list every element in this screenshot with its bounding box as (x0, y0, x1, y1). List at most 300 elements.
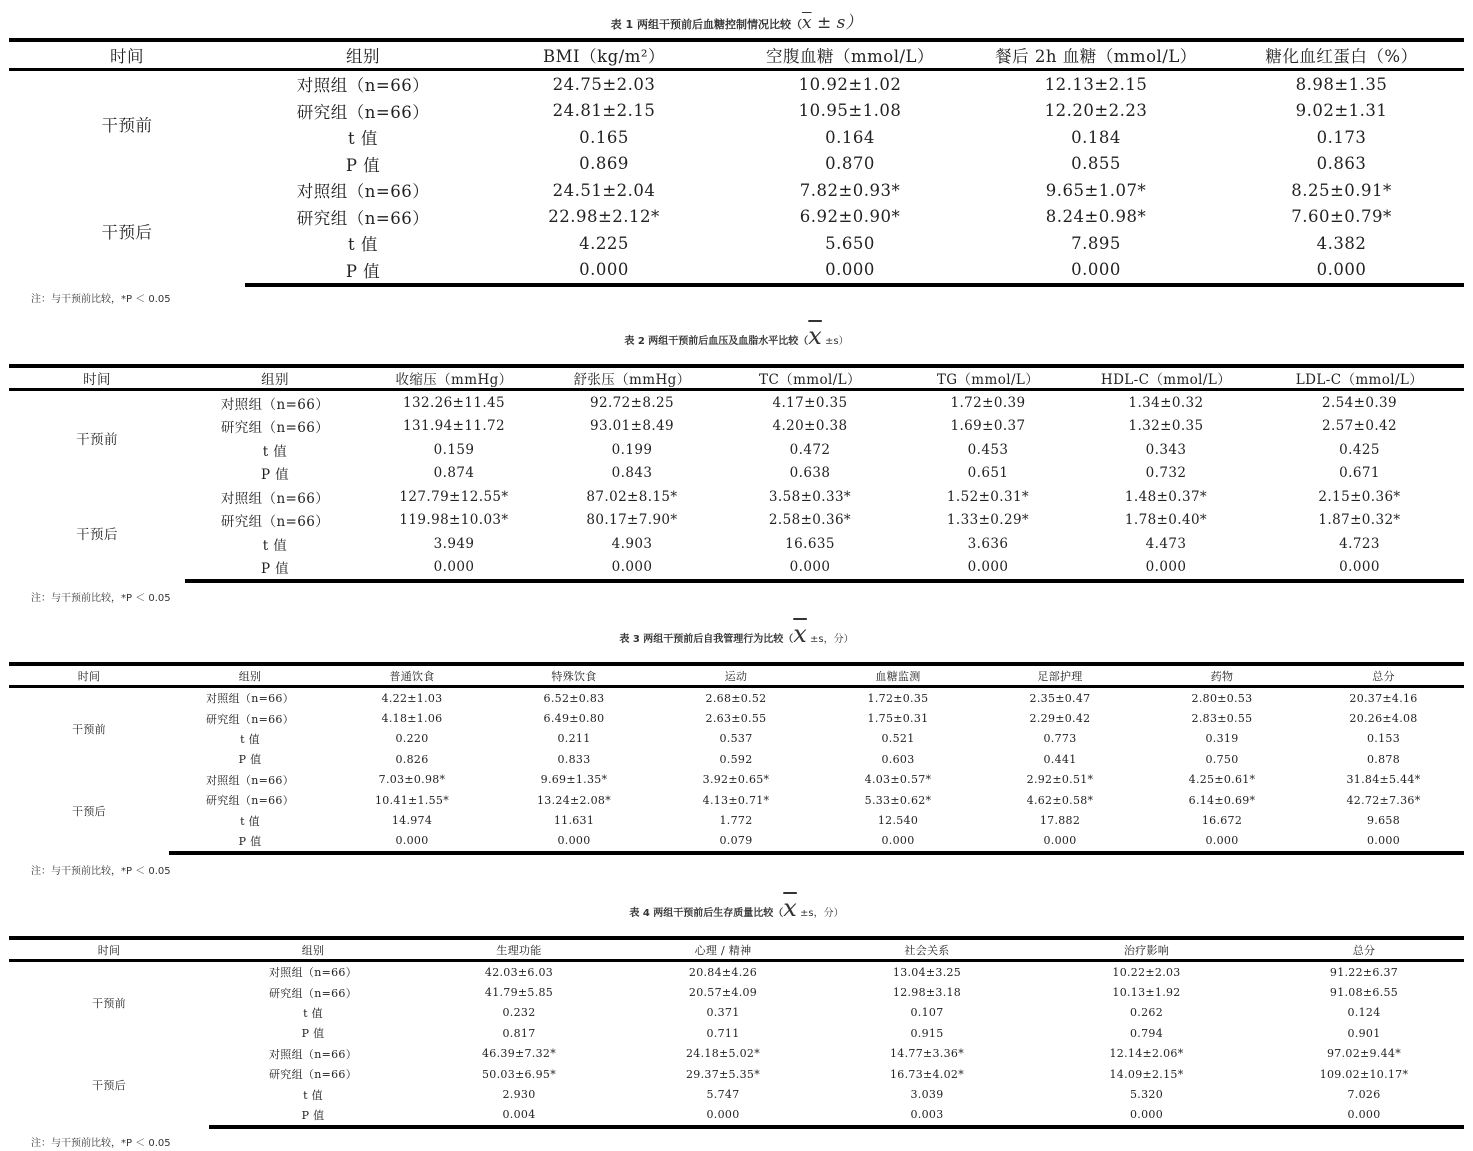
value-cell: 13.04±3.25 (892, 965, 962, 979)
value-cell: 91.22±6.37 (1329, 965, 1399, 979)
table-row (9, 1003, 1464, 1023)
column-header: 社会关系 (825, 938, 1029, 961)
table-row (9, 1084, 1464, 1104)
column-header: 组别 (245, 40, 481, 70)
value-cell: 20.26±4.08 (1349, 712, 1418, 726)
table-note: 注：与干预前比较，*P ＜ 0.05 (31, 1138, 171, 1149)
value-cell: 109.02±10.17* (1319, 1067, 1409, 1081)
table-row (9, 687, 1464, 709)
value-cell: 12.20±2.23 (1044, 101, 1148, 121)
value-cell: 29.37±5.35* (686, 1067, 760, 1081)
value-cell: 0.874 (433, 465, 475, 482)
group-cell: 研究组（n=66） (220, 420, 330, 437)
value-cell: 0.164 (825, 127, 875, 147)
value-cell: 0.000 (899, 556, 1077, 582)
column-header: TG（mmol/L） (899, 366, 1077, 390)
value-cell: 92.72±8.25 (589, 394, 675, 411)
value-cell: 7.026 (1347, 1088, 1381, 1102)
value-cell: 0.901 (1347, 1026, 1381, 1040)
value-cell: 24.51±2.04 (552, 180, 656, 200)
value-cell: 0.000 (1255, 556, 1464, 582)
value-cell: 91.08±6.55 (1329, 986, 1399, 1000)
value-cell: 0.000 (1077, 556, 1255, 582)
value-cell: 0.750 (1205, 752, 1239, 766)
group-cell: P 值 (301, 1027, 325, 1041)
table-row (9, 177, 1464, 204)
value-cell: 1.34±0.32 (1128, 394, 1204, 411)
value-cell: 0.773 (1043, 732, 1077, 746)
value-cell: 4.13±0.71* (702, 793, 770, 807)
column-header: 足部护理 (979, 664, 1141, 687)
column-header: 时间 (9, 664, 169, 687)
value-cell: 3.636 (967, 535, 1009, 552)
value-cell: 12.98±3.18 (892, 986, 962, 1000)
value-cell: 0.173 (1316, 127, 1367, 147)
value-cell: 5.650 (825, 233, 875, 253)
table-caption (0, 322, 1473, 350)
value-cell: 10.95±1.08 (798, 101, 902, 121)
caption-text: 表 3 两组干预前后自我管理行为比较（ (619, 634, 794, 645)
column-header: 组别 (169, 664, 331, 687)
period-cell: 干预前 (72, 722, 106, 736)
data-table (9, 662, 1464, 855)
value-cell: 0.843 (611, 465, 653, 482)
value-cell: 80.17±7.90* (586, 512, 678, 529)
value-cell: 0.000 (543, 556, 721, 582)
table-note: 注：与干预前比较，*P ＜ 0.05 (31, 294, 171, 305)
value-cell: 2.54±0.39 (1321, 394, 1398, 411)
group-cell: P 值 (345, 155, 381, 175)
group-cell: 对照组（n=66） (296, 76, 430, 96)
mean-symbol: $\overline{x}$ (801, 13, 812, 33)
value-cell: 5.33±0.62* (864, 793, 932, 807)
period-cell: 干预后 (101, 223, 153, 242)
table-row (9, 1064, 1464, 1084)
value-cell: 93.01±8.49 (589, 418, 675, 435)
group-cell: 对照组（n=66） (220, 396, 330, 413)
value-cell: 46.39±7.32* (482, 1047, 556, 1061)
value-cell: 131.94±11.72 (403, 418, 505, 435)
value-cell: 8.25±0.91* (1291, 180, 1392, 200)
group-cell: 对照组（n=66） (269, 966, 357, 980)
value-cell: 9.65±1.07* (1045, 180, 1147, 200)
value-cell: 9.02±1.31 (1295, 101, 1388, 121)
table-row (9, 532, 1464, 556)
value-cell: 2.57±0.42 (1321, 418, 1398, 435)
value-cell: 2.15±0.36* (1318, 488, 1401, 505)
value-cell: 1.69±0.37 (950, 418, 1026, 435)
caption-text: 表 4 两组干预前后生存质量比较（ (629, 908, 784, 919)
value-cell: 0.855 (1071, 154, 1121, 174)
value-cell: 0.000 (1029, 1105, 1264, 1127)
value-cell: 20.37±4.16 (1349, 691, 1418, 705)
value-cell: 2.63±0.55 (705, 712, 767, 726)
value-cell: 2.29±0.42 (1029, 712, 1091, 726)
value-cell: 2.35±0.47 (1029, 691, 1091, 705)
value-cell: 0.870 (825, 154, 875, 174)
header-row (9, 40, 1464, 70)
value-cell: 1.52±0.31* (946, 488, 1030, 505)
value-cell: 0.000 (621, 1105, 825, 1127)
value-cell: 0.000 (493, 831, 655, 853)
column-header: TC（mmol/L） (721, 366, 899, 390)
caption-text: 表 2 两组干预前后血压及血脂水平比较（ (624, 336, 809, 347)
value-cell: 3.039 (910, 1088, 944, 1102)
group-cell: t 值 (240, 732, 260, 746)
group-cell: 研究组（n=66） (220, 514, 330, 531)
value-cell: 12.14±2.06* (1109, 1047, 1184, 1061)
value-cell: 2.92±0.51* (1026, 773, 1094, 787)
caption-suffix: ±s，分） (796, 908, 844, 919)
table-row (9, 1105, 1464, 1127)
column-header: 血糖监测 (817, 664, 979, 687)
value-cell: 11.631 (553, 814, 595, 828)
caption-text: 表 1 两组干预前后血糖控制情况比较（ (610, 18, 802, 31)
value-cell: 0.000 (331, 831, 493, 853)
value-cell: 31.84±5.44* (1346, 773, 1421, 787)
table-note: 注：与干预前比较，*P ＜ 0.05 (31, 593, 171, 604)
value-cell: 4.25±0.61* (1188, 773, 1256, 787)
column-header: 心理 / 精神 (621, 938, 825, 961)
value-cell: 4.62±0.58* (1026, 793, 1094, 807)
value-cell: 3.58±0.33* (768, 488, 852, 505)
table-row (9, 770, 1464, 790)
value-cell: 1.48±0.37* (1124, 488, 1208, 505)
column-header: 组别 (209, 938, 417, 961)
value-cell: 0.000 (1303, 831, 1464, 853)
value-cell: 4.903 (611, 535, 653, 552)
value-cell: 3.949 (433, 535, 475, 552)
value-cell: 0.638 (789, 465, 831, 482)
table-row (9, 556, 1464, 582)
value-cell: 0.603 (881, 752, 915, 766)
table-note: 注：与干预前比较，*P ＜ 0.05 (31, 866, 171, 877)
value-cell: 0.159 (433, 441, 475, 458)
group-cell: t 值 (348, 129, 378, 149)
value-cell: 2.58±0.36* (768, 512, 852, 529)
value-cell: 17.882 (1039, 814, 1081, 828)
value-cell: 1.32±0.35 (1128, 418, 1204, 435)
value-cell: 24.18±5.02* (686, 1047, 760, 1061)
column-header: 时间 (9, 40, 245, 70)
value-cell: 0.878 (1367, 752, 1400, 766)
value-cell: 0.537 (719, 732, 753, 746)
data-table (9, 936, 1464, 1129)
value-cell: 13.24±2.08* (537, 793, 611, 807)
value-cell: 0.184 (1071, 127, 1121, 147)
value-cell: 4.225 (579, 233, 629, 253)
value-cell: 97.02±9.44* (1327, 1047, 1401, 1061)
group-cell: 研究组（n=66） (206, 712, 294, 726)
value-cell: 0.000 (1264, 1105, 1464, 1127)
value-cell: 5.320 (1130, 1088, 1163, 1102)
value-cell: 10.41±1.55* (375, 793, 449, 807)
value-cell: 119.98±10.03* (399, 512, 509, 529)
value-cell: 4.18±1.06 (381, 712, 443, 726)
value-cell: 0.262 (1130, 1006, 1163, 1020)
table-caption (0, 894, 1473, 922)
value-cell: 0.232 (502, 1006, 536, 1020)
value-cell: 41.79±5.85 (484, 986, 554, 1000)
value-cell: 127.79±12.55* (399, 488, 509, 505)
value-cell: 22.98±2.12* (548, 207, 660, 227)
value-cell: 132.26±11.45 (403, 394, 505, 411)
value-cell: 0.000 (721, 556, 899, 582)
value-cell: 16.672 (1201, 814, 1243, 828)
table-row (9, 810, 1464, 830)
group-cell: 对照组（n=66） (269, 1047, 357, 1061)
value-cell: 0.732 (1145, 465, 1187, 482)
value-cell: 0.472 (789, 441, 831, 458)
table-row (9, 390, 1464, 415)
column-header: 治疗影响 (1029, 938, 1264, 961)
column-header: 运动 (655, 664, 817, 687)
group-cell: P 值 (245, 257, 481, 286)
column-header: 组别 (185, 366, 365, 390)
value-cell: 2.80±0.53 (1191, 691, 1253, 705)
value-cell: 14.77±3.36* (890, 1047, 964, 1061)
value-cell: 0.453 (967, 441, 1009, 458)
table-row (9, 70, 1464, 98)
value-cell: 24.81±2.15 (552, 101, 656, 121)
period-cell: 干预前 (76, 432, 118, 448)
value-cell: 0.521 (881, 732, 915, 746)
value-cell: 9.69±1.35* (540, 773, 608, 787)
value-cell: 0.671 (1339, 465, 1380, 482)
value-cell: 20.84±4.26 (688, 965, 758, 979)
period-cell: 干预前 (92, 996, 126, 1010)
table-row (9, 790, 1464, 810)
value-cell: 4.382 (1316, 233, 1367, 253)
column-header: 总分 (1303, 664, 1464, 687)
group-cell: t 值 (240, 814, 260, 828)
group-cell: 研究组（n=66） (296, 208, 430, 228)
value-cell: 1.87±0.32* (1318, 512, 1401, 529)
group-cell: t 值 (303, 1088, 323, 1102)
value-cell: 12.13±2.15 (1044, 74, 1148, 94)
value-cell: 2.83±0.55 (1191, 712, 1253, 726)
value-cell: 24.75±2.03 (552, 74, 656, 94)
column-header: 收缩压（mmHg） (365, 366, 543, 390)
value-cell: 0.000 (1141, 831, 1303, 853)
table-row (9, 982, 1464, 1002)
header-row (9, 366, 1464, 390)
value-cell: 7.895 (1071, 233, 1121, 253)
table-row (9, 729, 1464, 749)
caption-suffix: ±s） (821, 336, 849, 347)
header-row (9, 664, 1464, 687)
value-cell: 0.153 (1367, 732, 1400, 746)
table-row (9, 485, 1464, 509)
value-cell: 20.57±4.09 (688, 986, 758, 1000)
value-cell: 1.33±0.29* (946, 512, 1030, 529)
table-row (9, 462, 1464, 486)
caption-suffix: ± s） (811, 13, 863, 33)
table-row (9, 1023, 1464, 1043)
column-header: LDL-C（mmol/L） (1255, 366, 1464, 390)
value-cell: 87.02±8.15* (586, 488, 678, 505)
table-row (9, 415, 1464, 439)
column-header: 药物 (1141, 664, 1303, 687)
value-cell: 0.220 (395, 732, 429, 746)
value-cell: 0.833 (557, 752, 591, 766)
value-cell: 42.03±6.03 (484, 965, 554, 979)
value-cell: 50.03±6.95* (482, 1067, 556, 1081)
group-cell: 研究组（n=66） (269, 986, 357, 1000)
value-cell: 0.079 (655, 831, 817, 853)
value-cell: 0.000 (727, 257, 973, 286)
value-cell: 10.13±1.92 (1112, 986, 1181, 1000)
group-cell: 对照组（n=66） (220, 490, 330, 507)
value-cell: 4.20±0.38 (772, 418, 848, 435)
value-cell: 10.22±2.03 (1112, 965, 1181, 979)
mean-symbol: $\overline{x}$ (793, 620, 807, 648)
value-cell: 7.60±0.79* (1291, 207, 1392, 227)
table-caption (0, 620, 1473, 648)
value-cell: 0.711 (706, 1026, 740, 1040)
column-header: 餐后 2h 血糖（mmol/L） (973, 40, 1219, 70)
value-cell: 0.000 (365, 556, 543, 582)
group-cell: t 值 (262, 443, 288, 460)
value-cell: 0.592 (719, 752, 753, 766)
column-header: 糖化血红蛋白（%） (1219, 40, 1464, 70)
period-cell: 干预前 (101, 116, 153, 135)
value-cell: 6.92±0.90* (799, 207, 901, 227)
value-cell: 12.540 (877, 814, 919, 828)
column-header: 总分 (1264, 938, 1464, 961)
value-cell: 0.371 (706, 1006, 740, 1020)
value-cell: 0.199 (611, 441, 653, 458)
value-cell: 0.319 (1205, 732, 1239, 746)
value-cell: 14.09±2.15* (1109, 1067, 1184, 1081)
value-cell: 7.82±0.93* (799, 180, 901, 200)
table-row (9, 961, 1464, 983)
group-cell: t 值 (348, 235, 378, 255)
group-cell: 研究组（n=66） (206, 794, 294, 808)
table-row (9, 438, 1464, 462)
period-cell: 干预后 (76, 527, 118, 543)
value-cell: 16.73±4.02* (890, 1067, 964, 1081)
value-cell: 0.000 (973, 257, 1219, 286)
value-cell: 0.107 (910, 1006, 944, 1020)
value-cell: 42.72±7.36* (1346, 793, 1421, 807)
value-cell: 0.869 (579, 154, 629, 174)
period-cell: 干预后 (72, 805, 106, 819)
value-cell: 0.343 (1145, 441, 1187, 458)
value-cell: 0.000 (1219, 257, 1464, 286)
value-cell: 8.98±1.35 (1295, 74, 1388, 94)
value-cell: 6.49±0.80 (543, 712, 605, 726)
value-cell: 0.651 (967, 465, 1009, 482)
value-cell: 0.000 (979, 831, 1141, 853)
column-header: 时间 (9, 938, 209, 961)
value-cell: 16.635 (785, 535, 835, 552)
table-row (9, 708, 1464, 728)
value-cell: 7.03±0.98* (378, 773, 446, 787)
value-cell: 0.211 (557, 732, 591, 746)
value-cell: 0.915 (910, 1026, 944, 1040)
group-cell: 对照组（n=66） (206, 692, 294, 706)
value-cell: 3.92±0.65* (702, 773, 770, 787)
group-cell: P 值 (185, 556, 365, 582)
group-cell: P 值 (238, 753, 262, 767)
value-cell: 5.747 (706, 1088, 740, 1102)
column-header: BMI（kg/m²） (481, 40, 727, 70)
group-cell: 研究组（n=66） (269, 1068, 357, 1082)
group-cell: t 值 (303, 1006, 323, 1020)
table-row (9, 749, 1464, 769)
value-cell: 6.14±0.69* (1188, 793, 1256, 807)
group-cell: P 值 (169, 831, 331, 853)
mean-symbol: $\overline{x}$ (783, 894, 797, 922)
value-cell: 0.863 (1316, 154, 1367, 174)
group-cell: 研究组（n=66） (296, 102, 430, 122)
group-cell: 对照组（n=66） (296, 182, 430, 202)
value-cell: 1.75±0.31 (867, 712, 929, 726)
column-header: 空腹血糖（mmol/L） (727, 40, 973, 70)
value-cell: 10.92±1.02 (798, 74, 902, 94)
value-cell: 0.794 (1130, 1026, 1163, 1040)
data-table (9, 364, 1464, 583)
value-cell: 0.000 (817, 831, 979, 853)
value-cell: 0.003 (825, 1105, 1029, 1127)
mean-symbol: $\overline{x}$ (808, 322, 822, 350)
value-cell: 0.165 (579, 127, 629, 147)
column-header: 特殊饮食 (493, 664, 655, 687)
value-cell: 1.72±0.39 (950, 394, 1026, 411)
column-header: 舒张压（mmHg） (543, 366, 721, 390)
group-cell: P 值 (209, 1105, 417, 1127)
value-cell: 14.974 (391, 814, 433, 828)
value-cell: 8.24±0.98* (1045, 207, 1147, 227)
period-cell: 干预后 (92, 1079, 126, 1093)
caption-suffix: ±s，分） (806, 634, 854, 645)
value-cell: 4.17±0.35 (772, 394, 848, 411)
header-row (9, 938, 1464, 961)
value-cell: 0.826 (395, 752, 429, 766)
group-cell: 对照组（n=66） (206, 773, 294, 787)
group-cell: P 值 (260, 467, 290, 484)
value-cell: 0.817 (502, 1026, 536, 1040)
value-cell: 1.78±0.40* (1124, 512, 1208, 529)
column-header: 生理功能 (417, 938, 621, 961)
table-row (9, 1044, 1464, 1064)
value-cell: 9.658 (1367, 814, 1400, 828)
group-cell: t 值 (262, 537, 288, 554)
table-caption (0, 8, 1473, 33)
value-cell: 4.473 (1145, 535, 1187, 552)
value-cell: 1.72±0.35 (867, 691, 929, 705)
value-cell: 6.52±0.83 (543, 691, 605, 705)
value-cell: 0.441 (1043, 752, 1077, 766)
value-cell: 2.68±0.52 (705, 691, 767, 705)
value-cell: 0.004 (417, 1105, 621, 1127)
value-cell: 4.03±0.57* (864, 773, 932, 787)
column-header: HDL-C（mmol/L） (1077, 366, 1255, 390)
value-cell: 0.124 (1347, 1006, 1381, 1020)
column-header: 普通饮食 (331, 664, 493, 687)
value-cell: 4.723 (1339, 535, 1380, 552)
table-row (9, 509, 1464, 533)
column-header: 时间 (9, 366, 185, 390)
data-table (9, 38, 1464, 287)
value-cell: 2.930 (502, 1088, 536, 1102)
table-row (9, 831, 1464, 853)
value-cell: 0.425 (1339, 441, 1380, 458)
value-cell: 4.22±1.03 (381, 691, 443, 705)
value-cell: 0.000 (481, 257, 727, 286)
value-cell: 1.772 (719, 814, 753, 828)
